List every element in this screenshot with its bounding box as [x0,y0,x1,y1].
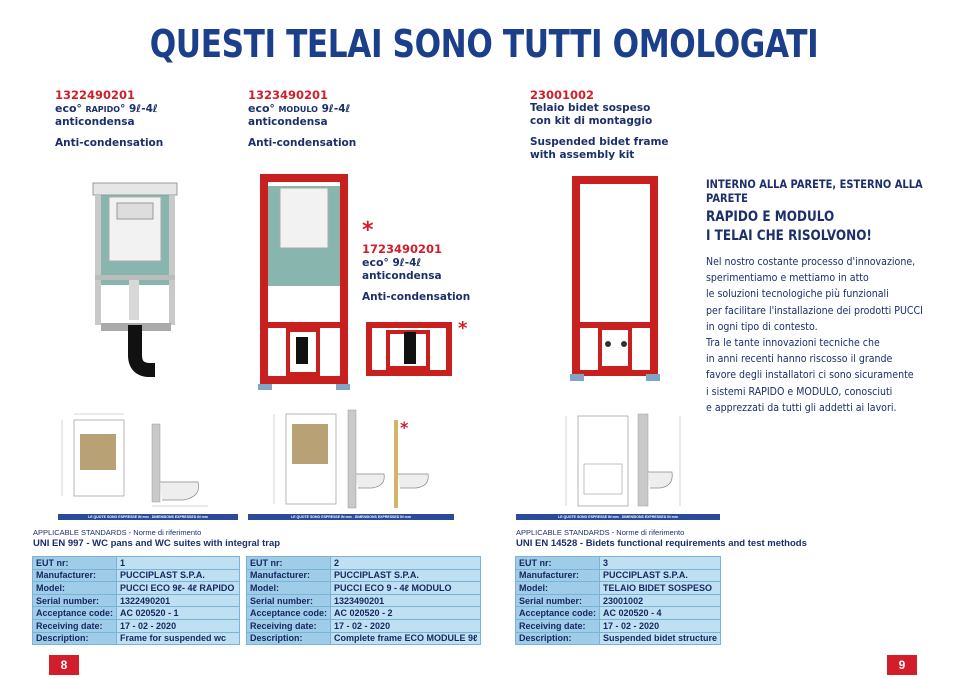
paragraph-line: per facilitare l'installazione dei prodotti PUCCI [706,303,923,317]
table-row [247,582,481,595]
standards-block-1 [33,528,280,550]
eut-key: Acceptance code: [247,607,331,620]
standards-norm: UNI EN 997 - WC pans and WC suites with integral trap [33,538,281,549]
eut-key: EUT nr: [516,557,600,570]
modulo-frame-photo [258,172,350,394]
eco-logo: eco [248,102,270,115]
eut-table-1 [32,556,240,645]
product-eng: Suspended bidet frame [530,136,669,148]
eut-key: EUT nr: [247,557,331,570]
product-eng: Anti-condensation [55,137,164,149]
eut-value: PUCCIPLAST S.P.A. [600,569,721,582]
eut-value: 1 [117,557,240,570]
eut-key: Serial number: [33,594,117,607]
eut-value: PUCCIPLAST S.P.A. [117,569,240,582]
eut-table-3 [515,556,721,645]
table-row [516,632,721,645]
eut-table-2 [246,556,481,645]
eut-key: EUT nr: [33,557,117,570]
product-line: Telaio bidet sospeso [530,102,651,114]
eut-value: AC 020520 - 2 [331,607,481,620]
table-row [247,607,481,620]
paragraph-line: Tra le tante innovazioni tecniche che [706,336,880,350]
eut-value: TELAIO BIDET SOSPESO [600,582,721,595]
dimensions-text: LE QUOTE SONO ESPRESSE IN mm . DIMENSIONS EXPRESSED IN mm [291,515,411,519]
table-row [516,582,721,595]
standards-block-2 [516,528,807,550]
side-title-1: RAPIDO E MODULO [706,209,835,225]
paragraph-line: favore degli installatori ci sono sicuramente [706,368,914,382]
paragraph-line: le soluzioni tecnologiche più funzionali [706,287,889,301]
eut-key: Description: [247,632,331,645]
eut-value: Frame for suspended wc [117,632,240,645]
product-line: anticondensa [248,116,328,128]
asterisk-mark: * [458,318,468,339]
dimensions-text: LE QUOTE SONO ESPRESSE IN mm . DIMENSIONS EXPRESSED IN mm [88,515,208,519]
product-1-label: 1322490201 eco° RAPIDO° 9ℓ-4ℓ anticondensa Anti-condensation [55,88,164,149]
page-number-left: 8 [49,655,79,675]
eut-value: AC 020520 - 4 [600,607,721,620]
table-row [33,569,240,582]
technical-drawing-3 [540,406,710,514]
eut-value: PUCCI ECO 9 - 4ℓ MODULO [331,582,481,595]
capacity: 9ℓ-4ℓ [129,103,158,115]
product-code: 1723490201 [362,242,443,256]
rapido-frame-photo [85,175,185,385]
dimensions-band [516,514,720,520]
eco-logo: eco [55,102,77,115]
asterisk-mark: * [362,218,374,243]
side-paragraph [706,254,923,416]
technical-drawing-1 [58,410,238,514]
table-row [33,607,240,620]
eut-value: AC 020520 - 1 [117,607,240,620]
eut-key: Receiving date: [247,619,331,632]
table-row [516,607,721,620]
product-3-label [530,88,669,162]
standards-label: APPLICABLE STANDARDS - Norme di riferimento [516,528,685,537]
product-name: RAPIDO [85,105,121,114]
product-code: 1323490201 [248,88,329,102]
capacity: 9ℓ-4ℓ [321,103,351,115]
dimensions-band [58,514,238,520]
table-row [516,569,721,582]
table-row [516,594,721,607]
product-eng: Anti-condensation [362,291,471,303]
standards-norm: UNI EN 14528 - Bidets functional requirements and test methods [516,538,807,549]
paragraph-line: in ogni tipo di contesto. [706,319,818,333]
side-subheading: INTERNO ALLA PARETE, ESTERNO ALLA PARETE [706,177,923,205]
eut-value: Complete frame ECO MODULE 9ℓ [331,632,481,645]
eut-key: Receiving date: [516,619,600,632]
eut-value: Suspended bidet structure [600,632,721,645]
table-row [33,594,240,607]
table-row [247,632,481,645]
dimensions-text: LE QUOTE SONO ESPRESSE IN mm . DIMENSIONS EXPRESSED IN mm [558,515,678,519]
page-number-right: 9 [887,655,917,675]
paragraph-line: in anni recenti hanno riscosso il grande [706,352,893,366]
standards-label: APPLICABLE STANDARDS - Norme di riferimento [33,528,202,537]
eut-key: Manufacturer: [247,569,331,582]
product-line: anticondensa [362,270,442,282]
product-extra-label: 1723490201 eco° 9ℓ-4ℓ anticondensa Anti-condensation [362,242,471,303]
eut-key: Model: [247,582,331,595]
paragraph-line: sperimentiamo e mettiamo in atto [706,271,869,285]
small-frame-photo [364,318,454,380]
product-2-label: 1323490201 eco° MODULO 9ℓ-4ℓ anticondensa Anti-condensation [248,88,357,149]
product-name: MODULO [278,105,318,114]
eco-logo: eco [362,256,384,269]
table-row [33,557,240,570]
eut-key: Manufacturer: [516,569,600,582]
eut-key: Model: [516,582,600,595]
eut-key: Description: [516,632,600,645]
bidet-frame-photo [570,174,660,386]
eut-value: 17 - 02 - 2020 [331,619,481,632]
eut-key: Description: [33,632,117,645]
eut-key: Receiving date: [33,619,117,632]
product-line: anticondensa [55,116,135,128]
eut-value: 17 - 02 - 2020 [600,619,721,632]
eut-key: Acceptance code: [516,607,600,620]
technical-drawing-2 [268,400,454,514]
table-row [33,632,240,645]
eut-key: Serial number: [516,594,600,607]
table-row [516,557,721,570]
eut-key: Manufacturer: [33,569,117,582]
product-code: 1322490201 [55,88,136,102]
product-line: con kit di montaggio [530,115,653,127]
product-eng: with assembly kit [530,149,635,161]
table-row [247,594,481,607]
eut-value: 17 - 02 - 2020 [117,619,240,632]
capacity: 9ℓ-4ℓ [392,257,422,269]
paragraph-line: i sistemi RAPIDO e MODULO, conosciuti [706,384,893,398]
product-eng: Anti-condensation [248,137,357,149]
paragraph-line: Nel nostro costante processo d'innovazione, [706,255,916,268]
table-row [33,619,240,632]
eut-key: Model: [33,582,117,595]
table-row [516,619,721,632]
eut-key: Acceptance code: [33,607,117,620]
page-title: QUESTI TELAI SONO TUTTI OMOLOGATI [149,22,819,66]
eut-value: 1322490201 [117,594,240,607]
side-heading [706,177,931,246]
eut-value: PUCCI ECO 9ℓ- 4ℓ RAPIDO [117,582,240,595]
eut-key: Serial number: [247,594,331,607]
table-row [247,569,481,582]
table-row [33,582,240,595]
asterisk-mark: * [400,418,409,437]
dimensions-band [248,514,454,520]
eut-value: 3 [600,557,721,570]
eut-value: 23001002 [600,594,721,607]
product-code: 23001002 [530,88,595,102]
side-title-2: I TELAI CHE RISOLVONO! [706,228,872,244]
paragraph-line: e apprezzati da tutti gli addetti ai lavori. [706,400,897,414]
eut-value: 2 [331,557,481,570]
eut-value: PUCCIPLAST S.P.A. [331,569,481,582]
table-row [247,557,481,570]
table-row [247,619,481,632]
eut-value: 1323490201 [331,594,481,607]
